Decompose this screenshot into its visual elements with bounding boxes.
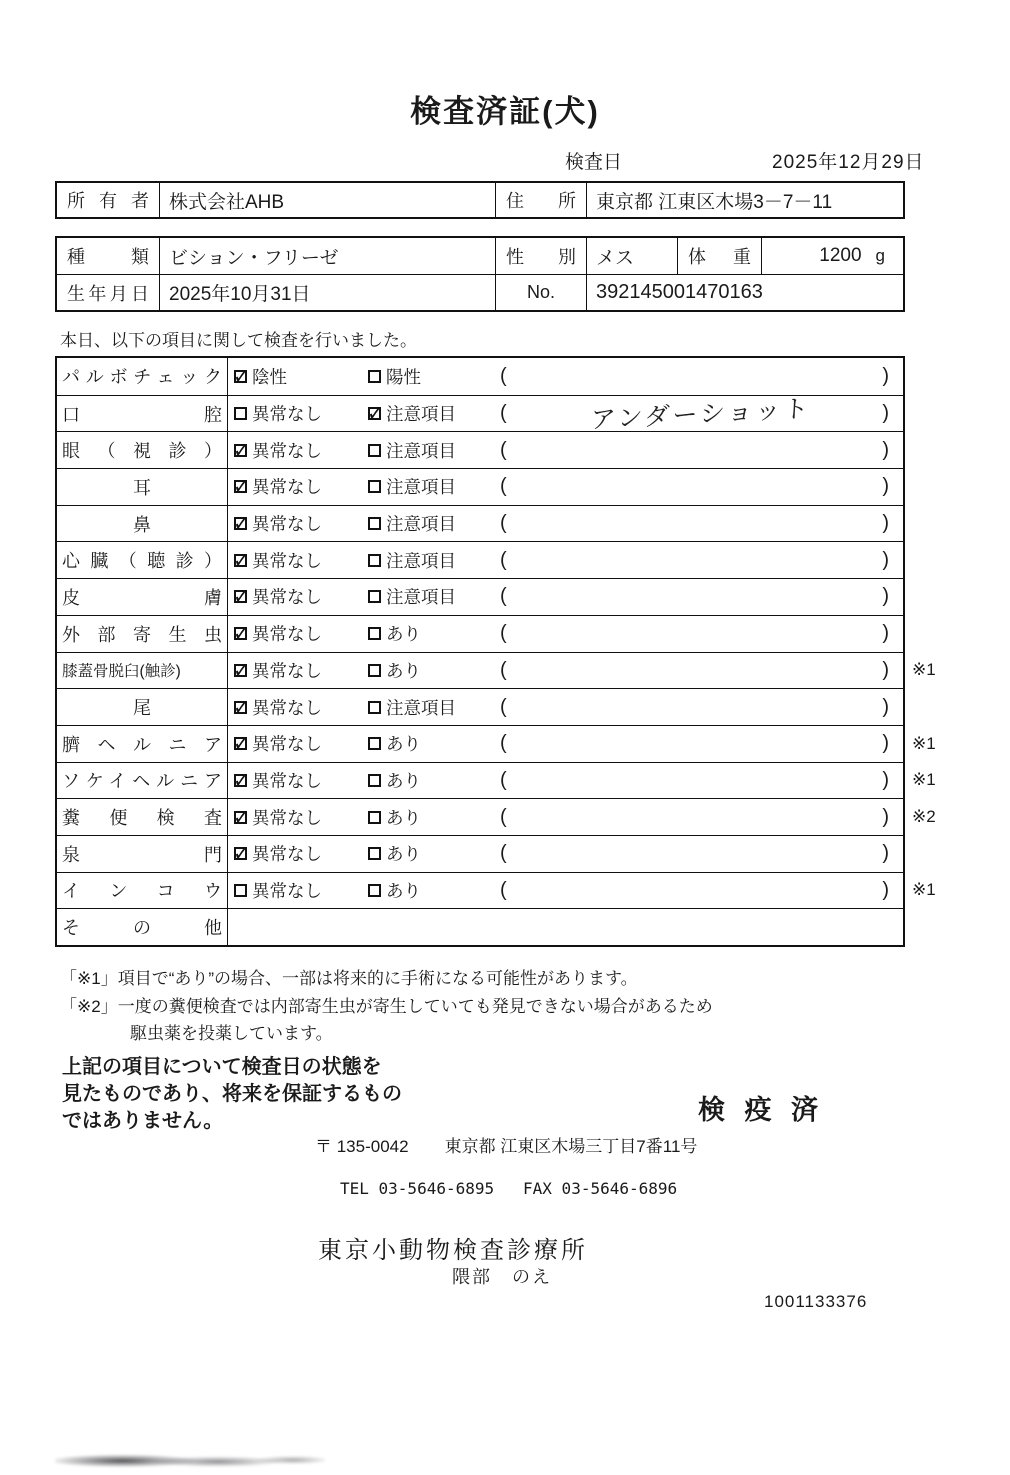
table-row — [57, 274, 903, 310]
exam-item-label: 糞便検査 — [62, 808, 222, 829]
paren-open-icon: ( — [500, 402, 507, 425]
exam-option — [368, 474, 498, 499]
option-label: 注意項目 — [386, 404, 456, 425]
postal-code: 〒 135-0042 — [315, 1137, 409, 1156]
checkbox — [368, 407, 381, 420]
paren-area — [498, 512, 903, 535]
inspection-date-label: 検査日 — [565, 152, 623, 173]
exam-label-cell — [57, 432, 228, 468]
exam-item-label: 皮膚 — [62, 587, 222, 608]
option-label: 陽性 — [386, 366, 421, 387]
paren-close-icon: ) — [882, 475, 889, 498]
weight-cell — [762, 238, 903, 274]
checkbox — [234, 407, 247, 420]
exam-item-label: 心臓（聴診） — [62, 551, 222, 572]
exam-label-cell — [57, 653, 228, 689]
checkbox — [234, 737, 247, 750]
exam-option — [234, 805, 368, 830]
footnote-mark: ※1 — [912, 880, 936, 900]
exam-option — [368, 364, 498, 389]
exam-option — [234, 584, 368, 609]
paren-close-icon: ) — [882, 512, 889, 535]
exam-item-label: 臍ヘルニア — [62, 734, 222, 755]
checkbox — [234, 884, 247, 897]
paren-area — [498, 622, 903, 645]
exam-label-cell — [57, 836, 228, 872]
checkbox — [368, 701, 381, 714]
paren-open-icon: ( — [500, 622, 507, 645]
footnote-2: 「※2」一度の糞便検査では内部寄生虫が寄生していても発見できない場合があるため — [60, 997, 713, 1016]
paren-close-icon: ) — [882, 585, 889, 608]
checkbox — [234, 774, 247, 787]
option-label: 注意項目 — [386, 550, 456, 571]
option-label: 陰性 — [252, 366, 287, 387]
checkbox — [234, 664, 247, 677]
exam-row — [57, 358, 903, 395]
checkbox — [368, 847, 381, 860]
exam-option — [234, 511, 368, 536]
paren-open-icon: ( — [500, 842, 507, 865]
owner-label: 所有者 — [67, 191, 149, 211]
exam-row — [57, 908, 903, 945]
paren-open-icon: ( — [500, 805, 507, 828]
exam-options — [228, 616, 903, 652]
option-label: 注意項目 — [386, 587, 456, 608]
disclaimer-line: 見たものであり、将来を保証するもの — [62, 1083, 402, 1105]
option-label: 異常なし — [252, 880, 322, 901]
paren-close-icon: ) — [882, 658, 889, 681]
exam-options — [228, 763, 903, 799]
birth-value: 2025年10月31日 — [160, 275, 496, 310]
certificate-code: 1001133376 — [764, 1292, 868, 1311]
exam-option — [234, 438, 368, 463]
exam-label-cell — [57, 763, 228, 799]
option-label: 異常なし — [252, 697, 322, 718]
address-label-cell — [496, 183, 587, 217]
table-row — [57, 183, 903, 217]
exam-option — [368, 731, 498, 756]
exam-item-label: インコウ — [62, 881, 222, 902]
exam-option — [368, 768, 498, 793]
option-label: 異常なし — [252, 734, 322, 755]
birth-label-cell — [57, 275, 160, 310]
exam-item-label: 膝蓋骨脱臼(触診) — [62, 663, 181, 681]
exam-label-cell — [57, 616, 228, 652]
paren-close-icon: ) — [882, 768, 889, 791]
option-label: 異常なし — [252, 587, 322, 608]
option-label: 異常なし — [252, 404, 322, 425]
option-label: 注意項目 — [386, 477, 456, 498]
footnote-3: 駆虫薬を投薬しています。 — [130, 1024, 333, 1043]
exam-option — [234, 621, 368, 646]
paren-open-icon: ( — [500, 475, 507, 498]
paren-close-icon: ) — [882, 732, 889, 755]
exam-row — [57, 615, 903, 652]
option-label: あり — [386, 734, 421, 755]
checkbox — [234, 627, 247, 640]
exam-option — [368, 805, 498, 830]
breed-value: ビション・フリーゼ — [160, 238, 496, 274]
paren-area — [498, 439, 903, 462]
exam-item-label: 耳 — [133, 477, 151, 498]
checkbox — [234, 554, 247, 567]
clinic-postal-line — [315, 1132, 697, 1157]
exam-options — [228, 909, 903, 945]
exam-option — [234, 548, 368, 573]
exam-row — [57, 468, 903, 505]
exam-option — [368, 658, 498, 683]
exam-label-cell — [57, 542, 228, 578]
option-label: 異常なし — [252, 660, 322, 681]
exam-item-label: 泉門 — [62, 844, 222, 865]
option-label: あり — [386, 624, 421, 645]
paren-open-icon: ( — [500, 732, 507, 755]
option-label: 異常なし — [252, 477, 322, 498]
address-label: 住所 — [506, 191, 576, 211]
exam-row — [57, 578, 903, 615]
paren-area — [498, 394, 903, 434]
option-label: 異常なし — [252, 624, 322, 645]
option-label: あり — [386, 880, 421, 901]
exam-label-cell — [57, 689, 228, 725]
owner-value: 株式会社AHB — [160, 183, 496, 217]
checkbox — [234, 847, 247, 860]
birth-label: 生年月日 — [67, 283, 149, 304]
exam-options — [228, 542, 903, 578]
dog-info-table — [55, 236, 905, 312]
exam-item-label: 眼（視診） — [62, 441, 222, 462]
footnote-mark: ※1 — [912, 733, 936, 753]
clinic-staff-name: 隈部 のえ — [452, 1267, 552, 1287]
checkbox — [234, 480, 247, 493]
paren-close-icon: ) — [882, 548, 889, 571]
exam-options — [228, 726, 903, 762]
exam-label-cell — [57, 726, 228, 762]
exam-label-cell — [57, 799, 228, 835]
checkbox — [234, 370, 247, 383]
paren-close-icon: ) — [882, 622, 889, 645]
exam-option — [368, 695, 498, 720]
exam-label-cell — [57, 873, 228, 909]
exam-option — [368, 621, 498, 646]
exam-row — [57, 505, 903, 542]
option-label: 異常なし — [252, 844, 322, 865]
disclaimer-line: ではありません。 — [62, 1110, 224, 1132]
paren-area — [498, 659, 903, 682]
sex-value: メス — [587, 238, 678, 274]
paren-area — [498, 365, 903, 388]
exam-row — [57, 835, 903, 872]
handwritten-note: アンダーショット — [589, 394, 812, 434]
paren-close-icon: ) — [882, 402, 889, 425]
weight-label: 体重 — [688, 247, 751, 267]
exam-item-label: 尾 — [133, 698, 151, 719]
paren-open-icon: ( — [500, 658, 507, 681]
exam-label-cell — [57, 579, 228, 615]
exam-label-cell — [57, 469, 228, 505]
option-label: 異常なし — [252, 514, 322, 535]
no-label: No. — [526, 282, 555, 302]
exam-row — [57, 688, 903, 725]
paren-close-icon: ) — [882, 438, 889, 461]
exam-option — [368, 584, 498, 609]
checkbox — [368, 627, 381, 640]
paren-area — [498, 696, 903, 719]
checkbox — [368, 737, 381, 750]
checkbox — [234, 811, 247, 824]
checkbox — [368, 480, 381, 493]
owner-table — [55, 181, 905, 219]
exam-option — [368, 511, 498, 536]
exam-options — [228, 799, 903, 835]
exam-option — [368, 841, 498, 866]
paren-area — [498, 585, 903, 608]
exam-label-cell — [57, 396, 228, 432]
exam-row — [57, 872, 936, 909]
option-label: 異常なし — [252, 440, 322, 461]
paren-open-icon: ( — [500, 768, 507, 791]
checkbox — [234, 444, 247, 457]
paren-close-icon: ) — [882, 364, 889, 387]
option-label: あり — [386, 844, 421, 865]
sex-label: 性別 — [506, 247, 576, 267]
paren-open-icon: ( — [500, 878, 507, 901]
footnote-mark: ※2 — [912, 807, 936, 827]
checkbox — [368, 444, 381, 457]
paren-close-icon: ) — [882, 695, 889, 718]
exam-row — [57, 395, 903, 432]
exam-option — [234, 364, 368, 389]
exam-options — [228, 836, 903, 872]
exam-item-label: その他 — [62, 918, 222, 939]
checkbox — [368, 554, 381, 567]
sex-label-cell — [496, 238, 587, 274]
footnote-1: 「※1」項目で“あり”の場合、一部は将来的に手術になる可能性があります。 — [60, 969, 638, 988]
exam-options — [228, 506, 903, 542]
weight-label-cell — [678, 238, 762, 274]
checkbox — [234, 701, 247, 714]
document-title: 検査済証(犬) — [410, 94, 600, 129]
option-label: 注意項目 — [386, 697, 456, 718]
exam-item-label: 外部寄生虫 — [62, 624, 222, 645]
paren-open-icon: ( — [500, 695, 507, 718]
exam-row — [57, 431, 903, 468]
quarantine-stamp: 検 疫 済 — [698, 1095, 825, 1125]
exam-option — [234, 731, 368, 756]
exam-options — [228, 579, 903, 615]
paren-open-icon: ( — [500, 364, 507, 387]
checkbox — [368, 664, 381, 677]
exam-option — [368, 878, 498, 903]
option-label: あり — [386, 770, 421, 791]
checkbox — [368, 774, 381, 787]
exam-option — [234, 658, 368, 683]
clinic-name: 東京小動物検査診療所 — [318, 1237, 588, 1264]
paren-area — [498, 842, 903, 865]
inspection-date-value: 2025年12月29日 — [772, 152, 925, 173]
weight-unit: g — [875, 246, 885, 265]
weight-value: 1200 — [819, 245, 862, 266]
clinic-tel-fax: TEL 03-5646-6895 FAX 03-5646-6896 — [340, 1179, 678, 1198]
disclaimer-text — [62, 1054, 402, 1135]
exam-label-cell — [57, 506, 228, 542]
option-label: あり — [386, 807, 421, 828]
exam-row — [57, 798, 936, 835]
intro-text: 本日、以下の項目に関して検査を行いました。 — [60, 331, 417, 350]
exam-row — [57, 541, 903, 578]
paren-close-icon: ) — [882, 842, 889, 865]
exam-options — [228, 432, 903, 468]
option-label: 異常なし — [252, 770, 322, 791]
no-value: 392145001470163 — [596, 281, 763, 303]
exam-label-cell — [57, 909, 228, 945]
exam-option — [368, 548, 498, 573]
exam-options — [228, 873, 903, 909]
exam-row — [57, 652, 936, 689]
paren-open-icon: ( — [500, 512, 507, 535]
paren-area — [498, 879, 903, 902]
exam-row — [57, 762, 936, 799]
option-label: 注意項目 — [386, 440, 456, 461]
checkbox — [368, 590, 381, 603]
exam-row — [57, 725, 936, 762]
exam-options — [228, 689, 903, 725]
checkbox — [368, 517, 381, 530]
paren-close-icon: ) — [882, 878, 889, 901]
footnote-mark: ※1 — [912, 770, 936, 790]
exam-option — [234, 768, 368, 793]
checkbox — [234, 517, 247, 530]
exam-table — [55, 356, 936, 947]
paren-close-icon: ) — [882, 805, 889, 828]
checkbox — [368, 884, 381, 897]
paren-open-icon: ( — [500, 548, 507, 571]
option-label: 注意項目 — [386, 514, 456, 535]
breed-label: 種類 — [67, 247, 149, 267]
exam-option — [234, 878, 368, 903]
scan-artifact — [55, 1452, 325, 1468]
paren-area — [498, 732, 903, 755]
exam-option — [234, 474, 368, 499]
exam-option — [234, 695, 368, 720]
paren-area — [498, 475, 903, 498]
option-label: あり — [386, 660, 421, 681]
exam-item-label: パルボチェック — [62, 367, 222, 388]
paren-area — [498, 806, 903, 829]
exam-option — [234, 401, 368, 426]
exam-options — [228, 469, 903, 505]
exam-option — [234, 841, 368, 866]
owner-label-cell — [57, 183, 160, 217]
checkbox — [368, 811, 381, 824]
exam-item-label: ソケイヘルニア — [62, 771, 222, 792]
footnote-mark: ※1 — [912, 660, 936, 680]
breed-label-cell — [57, 238, 160, 274]
disclaimer-line: 上記の項目について検査日の状態を — [62, 1056, 382, 1078]
address-value: 東京都 江東区木場3－7－11 — [596, 191, 833, 213]
exam-option — [368, 401, 498, 426]
paren-open-icon: ( — [500, 438, 507, 461]
checkbox — [234, 590, 247, 603]
paren-area — [498, 549, 903, 572]
exam-label-cell — [57, 358, 228, 395]
clinic-address: 東京都 江東区木場三丁目7番11号 — [444, 1137, 698, 1156]
paren-open-icon: ( — [500, 585, 507, 608]
exam-options — [228, 396, 903, 432]
exam-options — [228, 653, 903, 689]
no-label-cell — [496, 275, 587, 310]
exam-item-label: 鼻 — [133, 514, 151, 535]
exam-item-label: 口腔 — [62, 404, 222, 425]
option-label: 異常なし — [252, 550, 322, 571]
paren-area — [498, 769, 903, 792]
checkbox — [368, 370, 381, 383]
table-row — [57, 238, 903, 274]
option-label: 異常なし — [252, 807, 322, 828]
exam-option — [368, 438, 498, 463]
